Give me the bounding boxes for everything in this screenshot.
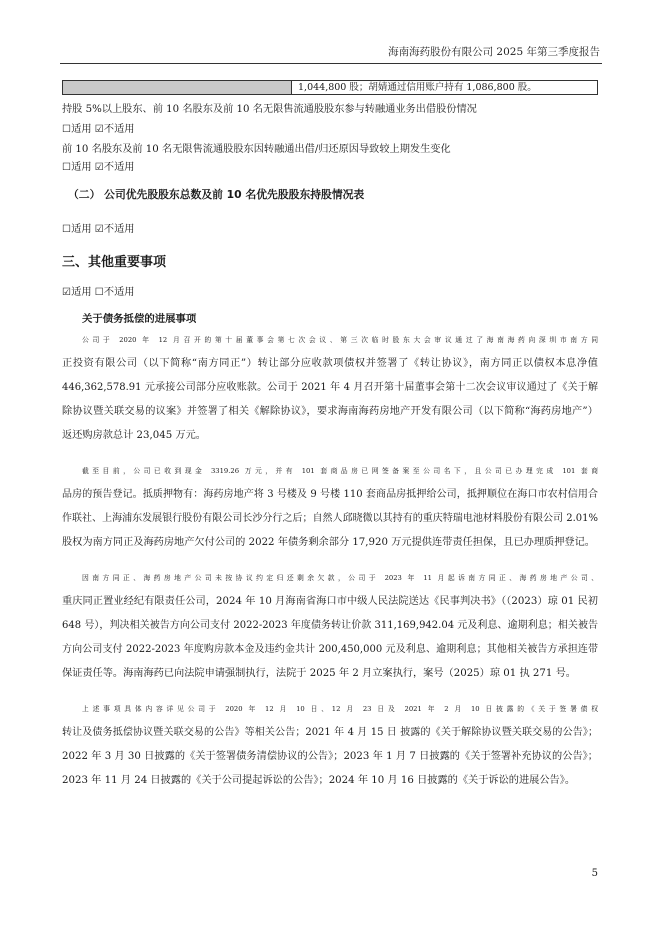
preferred-shares-heading: （二） 公司优先股股东总数及前 10 名优先股股东持股情况表	[68, 188, 365, 201]
paragraph-line: 正投资有限公司（以下简称“南方同正”）转让部分应收款项债权并签署了《转让协议》，南方同正以债权本息净值	[62, 358, 598, 370]
paragraph-line: 因南方同正、海药房地产公司未按协议约定归还剩余欠款，公司于 2023 年 11 月起诉南方同正、海药房地产公司、	[82, 574, 598, 582]
paragraph-line: 2023 年 11 月 24 日披露的《关于公司提起诉讼的公告》；2024 年 10 月 16 日披露的《关于诉讼的进展公告》。	[62, 775, 576, 787]
lending-change-label: 前 10 名股东及前 10 名无限售流通股股东因转融通出借/归还原因导致较上期发生变化	[62, 144, 451, 155]
section-title: 三、其他重要事项	[62, 255, 167, 270]
paragraph-line: 保证责任等。海南海药已向法院申请强制执行，法院于 2025 年 2 月立案执行，案号（2025）琼 01 执 271 号。	[62, 668, 576, 680]
paragraph-transfer	[62, 328, 598, 448]
paragraph-line: 重庆同正置业经纪有限责任公司，2024 年 10 月海南省海口市中级人民法院送达《民事判决书》（（2023）琼 01 民初	[62, 596, 598, 608]
paragraph-collateral	[62, 459, 598, 555]
paragraph-litigation	[62, 566, 598, 686]
header-rule	[60, 63, 602, 64]
item-title: 关于债务抵偿的进展事项	[82, 313, 197, 325]
paragraph-line: 转让及债务抵偿协议暨关联交易的公告》等相关公告；2021 年 4 月 15 日 披露的《关于解除协议暨关联交易的公告》；	[62, 727, 598, 739]
paragraph-line: 648 号），判决相关被告方向公司支付 2022-2023 年度债务转让价款 311,169,942.04 元及利息、逾期利息；相关被告	[62, 620, 598, 632]
paragraph-line: 2022 年 3 月 30 日披露的《关于签署债务清偿协议的公告》；2023 年 1 月 7 日披露的《关于签署补充协议的公告》；	[62, 751, 598, 763]
paragraph-line: 446,362,578.91 元承接公司部分应收账款。公司于 2021 年 4 月召开第十届董事会第十二次会议审议通过了《关于解	[62, 382, 598, 394]
paragraph-announcements	[62, 697, 598, 793]
paragraph-line: 上述事项具体内容详见公司于 2020 年 12 月 10 日、12 月 23 日及 2021 年 2 月 10 日披露的《关于签署债权	[82, 705, 598, 713]
margin-lending-label: 持股 5%以上股东、前 10 名股东及前 10 名无限售流通股股东参与转融通业务出借股份情况	[62, 104, 477, 115]
page-header-title: 海南海药股份有限公司 2025 年第三季度报告	[388, 46, 600, 58]
margin-lending-options: ☐适用 ☑不适用	[62, 124, 135, 135]
preferred-shares-options: ☐适用 ☑不适用	[62, 224, 135, 235]
lending-change-options: ☐适用 ☑不适用	[62, 162, 135, 173]
paragraph-line: 作联社、上海浦东发展银行股份有限公司长沙分行之后；自然人邱晓微以其持有的重庆特瑞电池材料股份有限公司 2.01%	[62, 513, 598, 525]
paragraph-line: 截至目前，公司已收到现金 3319.26 万元，并有 101 套商品房已网签备案至公司名下，且公司已办理完成 101 套商	[82, 467, 598, 475]
table-shaded-cell	[63, 81, 292, 94]
table-cell-text: 1,044,800 股；胡婧通过信用账户持有 1,086,800 股。	[298, 82, 537, 93]
section-options: ☑适用 ☐不适用	[62, 287, 135, 298]
paragraph-line: 品房的预告登记。抵质押物有：海药房地产将 3 号楼及 9 号楼 110 套商品房抵押给公司，抵押顺位在海口市农村信用合	[62, 489, 598, 501]
page-number: 5	[591, 868, 598, 879]
paragraph-line: 除协议暨关联交易的议案》并签署了相关《解除协议》，要求海南海药房地产开发有限公司（以下简称“海药房地产”）	[62, 406, 598, 418]
paragraph-line: 返还购房款总计 23,045 万元。	[62, 430, 206, 442]
paragraph-line: 股权为南方同正及海药房地产欠付公司的 2022 年债务剩余部分 17,920 万元提供连带责任担保，且已办理质押登记。	[62, 537, 595, 549]
shareholder-table-fragment	[62, 80, 598, 95]
paragraph-line: 方向公司支付 2022-2023 年度购房款本金及违约金共计 200,450,000 元及利息、逾期利息；其他相关被告方承担连带	[62, 644, 598, 656]
paragraph-line: 公司于 2020 年 12 月召开的第十届董事会第七次会议、第三次临时股东大会审议通过了海南海药向深圳市南方同	[82, 336, 598, 344]
